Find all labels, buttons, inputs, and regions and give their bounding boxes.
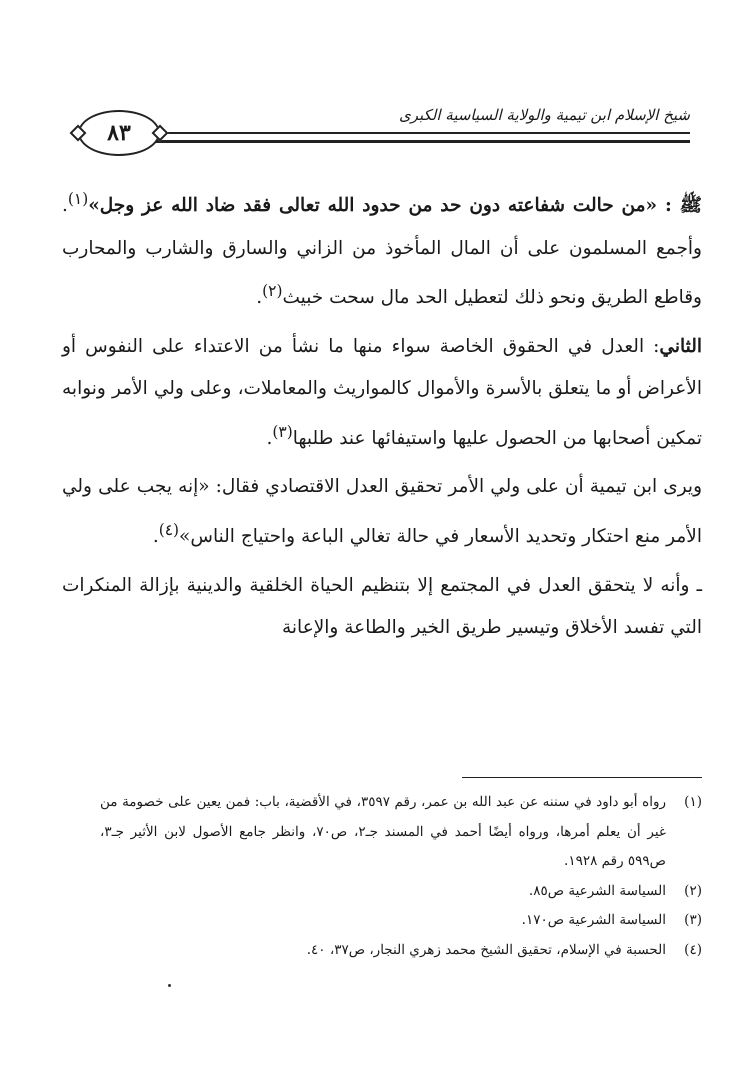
paragraph-2-text: : العدل في الحقوق الخاصة سواء منها ما نشأ من الاعتداء على النفوس أو الأعراض أو ما يتعلق بالأسرة والأموال كالمواريث والمعاملات، وعلى ولي الأمر ونوابه تمكين أصحابها من الحصول عليها واستيفائها عند طلبها (62, 335, 702, 449)
footnote-number: (١) (684, 794, 702, 810)
footnote (100, 877, 702, 907)
footnote-text: رواه أبو داود في سننه عن عبد الله بن عمر، رقم ٣٥٩٧، في الأقضية، باب: فمن يعين على خصومة من غير أن يعلم أمرها، ورواه أيضًا أحمد في المسند جـ٢، ص٧٠، وانظر جامع الأصول لابن الأثير جـ٣، ص٥٩٩ رقم ١٩٢٨. (100, 794, 666, 869)
page-header (70, 100, 690, 160)
footnote (100, 936, 702, 966)
header-rule (148, 132, 690, 143)
paragraph-1 (62, 178, 702, 320)
footnote-ref-3: (٣) (272, 422, 293, 441)
footnotes (100, 788, 702, 965)
footnote-number: (٤) (684, 941, 702, 958)
footnote-number: (٣) (684, 912, 702, 928)
paragraph-1-text: . وأجمع المسلمون على أن المال المأخوذ من الزاني والسارق والشارب والمحارب وقاطع الطريق ونحو ذلك لتعطيل الحد مال سحت خبيث (62, 195, 702, 309)
paragraph-3-text: ويرى ابن تيمية أن على ولي الأمر تحقيق العدل الاقتصادي فقال: «إنه يجب على ولي الأمر منع احتكار وتحديد الأسعار في حالة تغالي الباعة واحتياج الناس» (62, 476, 702, 548)
footnote-ref-1: (١) (67, 190, 89, 208)
footnote (100, 788, 702, 877)
stray-dot (168, 984, 171, 987)
running-title: شيخ الإسلام ابن تيمية والولاية السياسية الكبرى (398, 106, 690, 124)
paragraph-4-text: ـ وأنه لا يتحقق العدل في المجتمع إلا بتنظيم الحياة الخلقية والدينية بإزالة المنكرات التي تفسد الأخلاق وتيسير طريق الخير والطاعة والإعانة (62, 574, 702, 639)
section-label-second: الثاني (659, 335, 702, 357)
paragraph-2 (62, 326, 702, 461)
page-number-badge (78, 110, 160, 156)
paragraph-2-end: . (266, 427, 273, 449)
footnote-number: (٢) (684, 882, 702, 899)
footnote (100, 906, 702, 936)
paragraph-1-end: . (256, 287, 263, 309)
footnote-text: الحسبة في الإسلام، تحقيق الشيخ محمد زهري النجار، ص٣٧، ٤٠. (306, 941, 666, 958)
page-number: ٨٣ (107, 120, 131, 146)
paragraph-3-end: . (152, 526, 159, 548)
footnote-text: السياسة الشرعية ص١٧٠. (521, 912, 666, 928)
paragraph-4 (62, 565, 702, 650)
footnote-ref-2: (٢) (262, 282, 283, 301)
main-text (62, 178, 702, 656)
footnote-separator (462, 777, 702, 778)
footnote-ref-4: (٤) (158, 520, 180, 539)
hadith-quote: ﷺ : «من حالت شفاعته دون حد من حدود الله تعالى فقد ضاد الله عز وجل» (88, 195, 702, 217)
paragraph-3 (62, 466, 702, 558)
footnote-text: السياسة الشرعية ص٨٥. (528, 882, 666, 899)
